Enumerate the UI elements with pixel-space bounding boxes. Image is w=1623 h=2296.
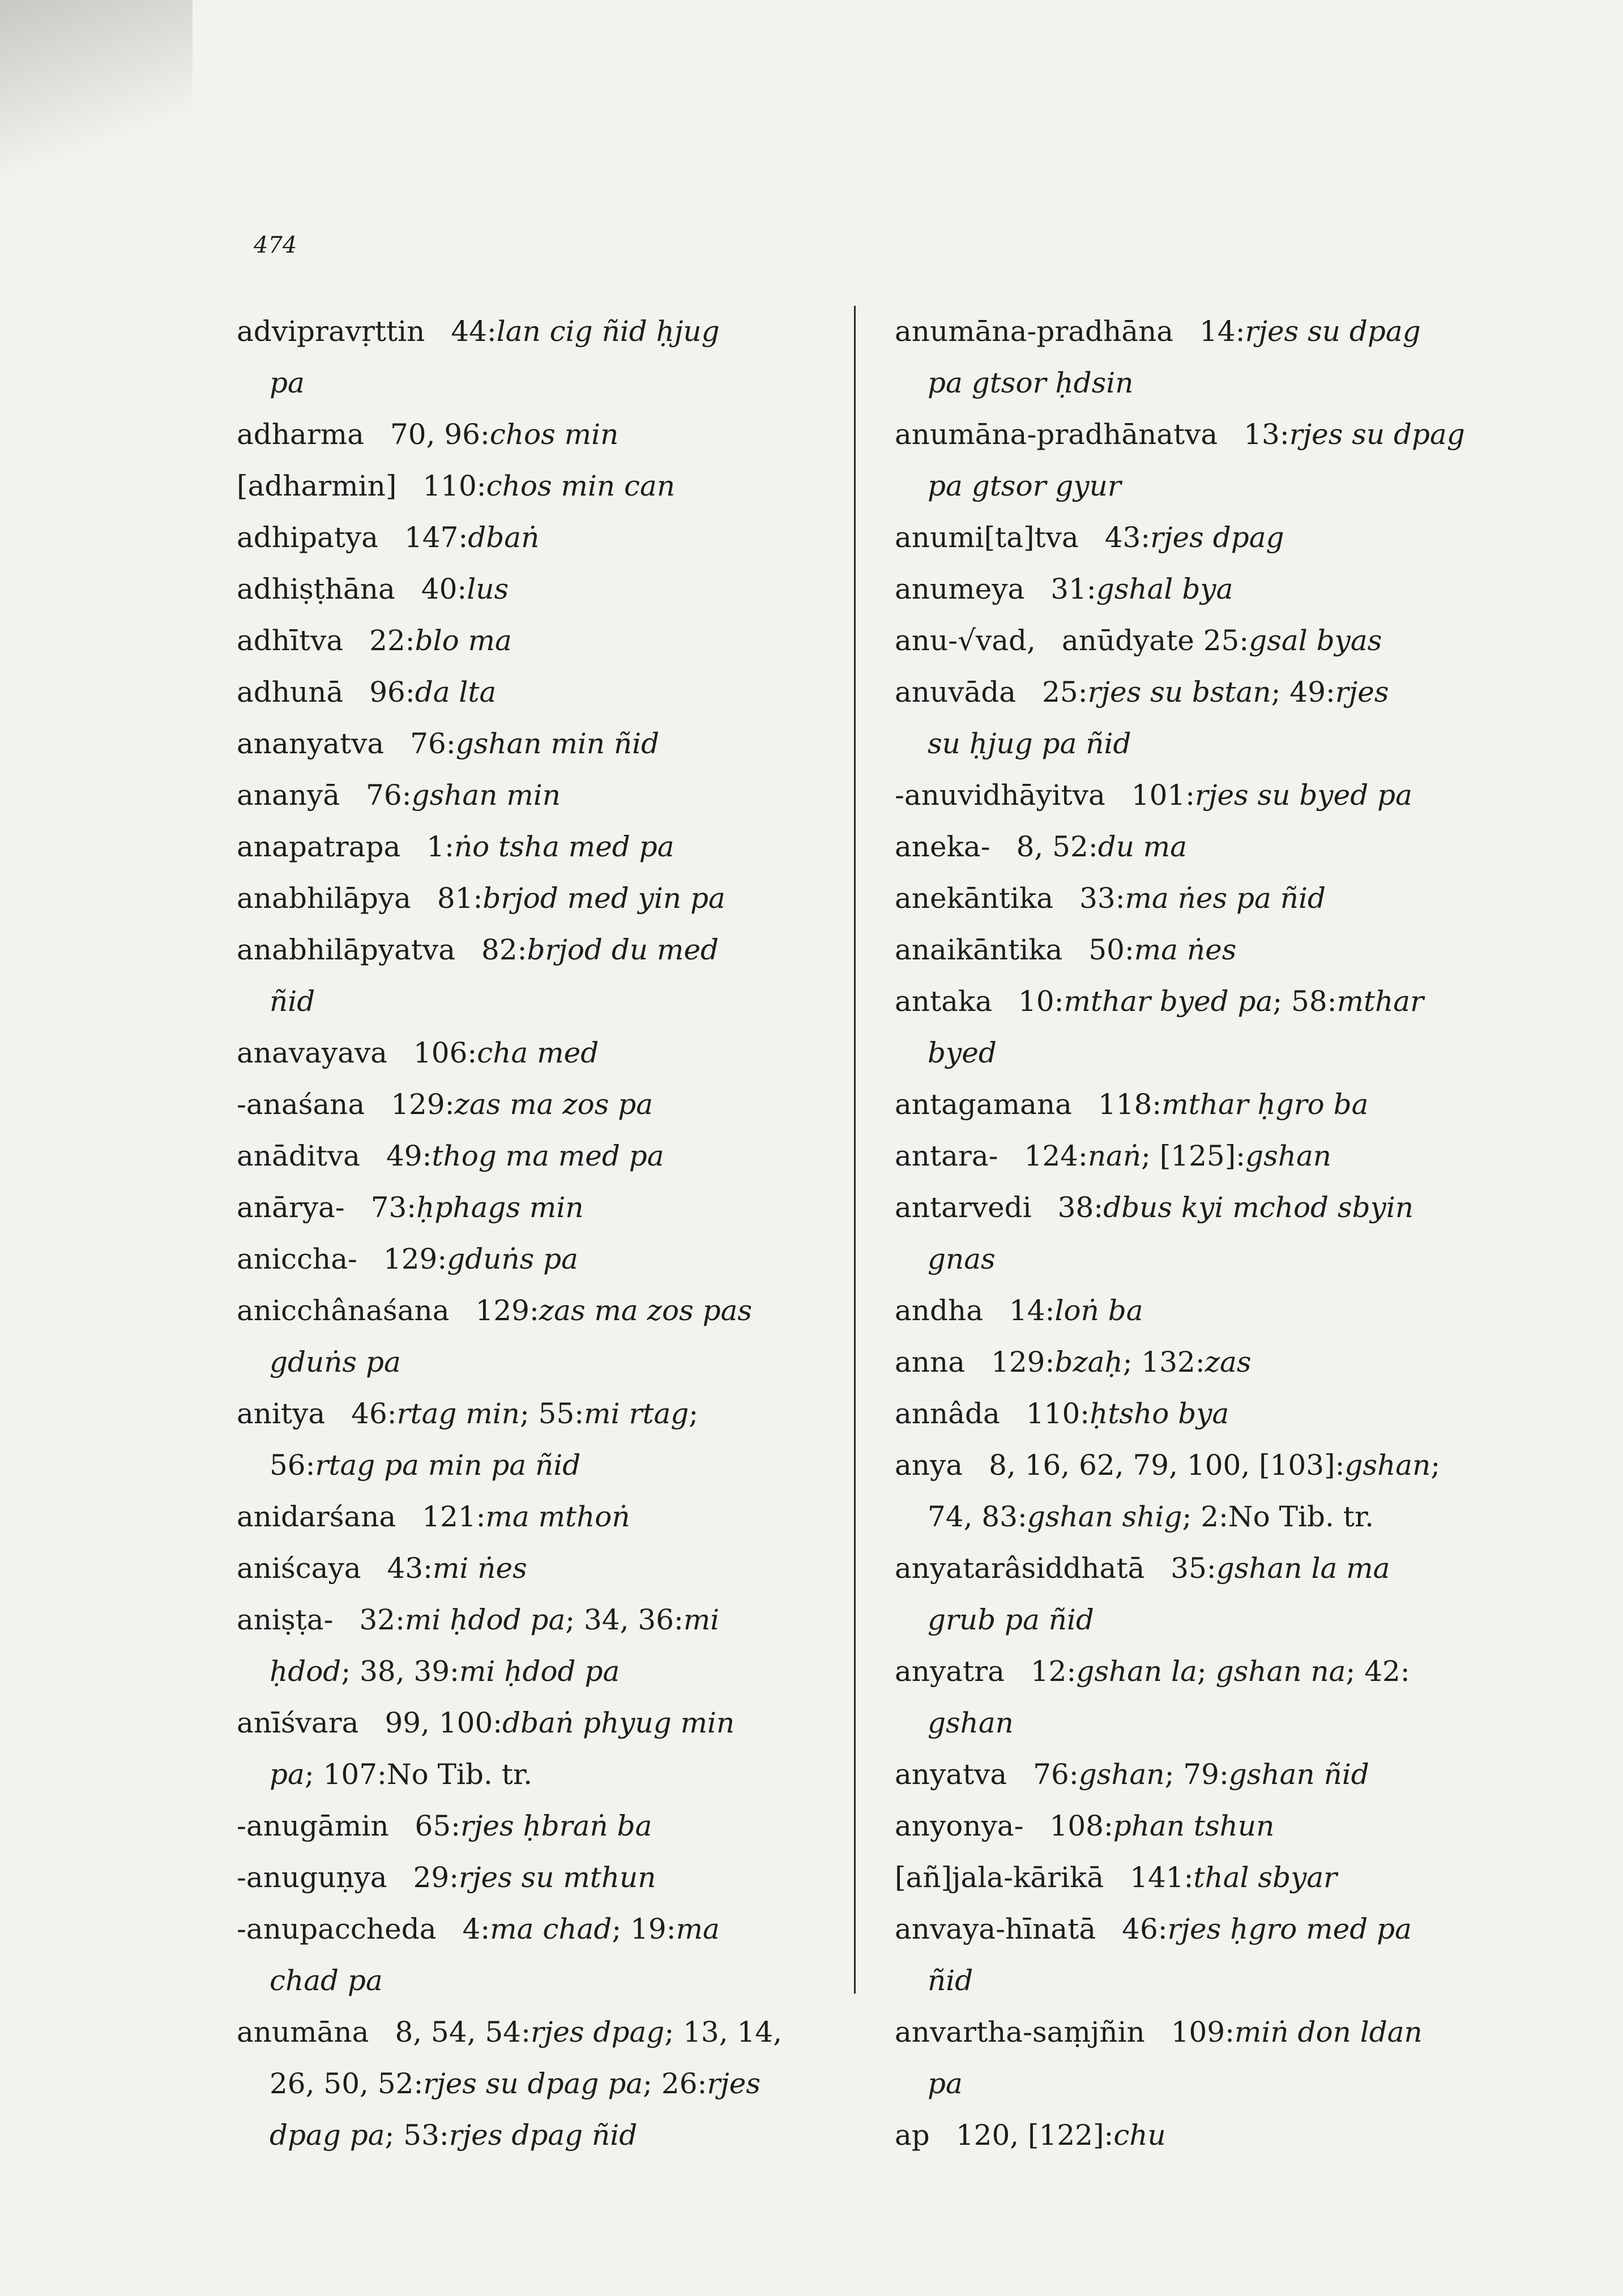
gloss: 35:gshan la ma: [1171, 1552, 1390, 1585]
entry-continuation: [895, 357, 1506, 409]
index-entry: [895, 1440, 1506, 1491]
entry-continuation: [895, 1697, 1506, 1749]
headword: [adharmin]: [237, 470, 397, 502]
headword: aniccha-: [237, 1243, 357, 1275]
headword: anyatarâsiddhatā: [895, 1552, 1145, 1585]
gloss: pa gtsor ḥdsin: [928, 366, 1134, 399]
gloss: 118:mthar ḥgro ba: [1097, 1088, 1369, 1121]
entry-continuation: [895, 460, 1506, 512]
headword: antarvedi: [895, 1191, 1032, 1224]
headword: aniṣṭa-: [237, 1603, 334, 1636]
index-entry: [895, 976, 1506, 1027]
headword: anya: [895, 1449, 963, 1482]
gloss: pa gtsor gyur: [928, 470, 1121, 502]
headword: anabhilāpya: [237, 882, 411, 915]
index-entry: [895, 512, 1506, 564]
index-entry: [237, 1852, 826, 1904]
gloss: 46:rjes ḥgro med pa: [1122, 1913, 1412, 1945]
headword: adhunā: [237, 676, 344, 709]
headword: anāditva: [237, 1140, 360, 1172]
index-entry: [237, 512, 826, 564]
gloss: 4:ma chad; 19:ma: [462, 1913, 720, 1945]
index-entry: [237, 306, 826, 357]
gloss: 106:cha med: [413, 1036, 599, 1069]
index-entry: [237, 1285, 826, 1337]
index-entry: [895, 2110, 1506, 2161]
headword: anvaya-hīnatā: [895, 1913, 1096, 1945]
headword: anārya-: [237, 1191, 345, 1224]
gloss: 40:lus: [421, 573, 509, 605]
index-entry: [237, 460, 826, 512]
gloss: 29:rjes su mthun: [413, 1861, 656, 1894]
index-entry: [237, 821, 826, 873]
gloss: 10:mthar byed pa; 58:mthar: [1018, 985, 1424, 1018]
gloss: chad pa: [270, 1964, 383, 1997]
gloss: 65:rjes ḥbraṅ ba: [415, 1810, 652, 1842]
gloss: 121:ma mthoṅ: [422, 1500, 630, 1533]
gloss: 43:mi ṅes: [387, 1552, 527, 1585]
headword: annâda: [895, 1397, 1000, 1430]
gloss: 46:rtag min; 55:mi rtag;: [351, 1397, 699, 1430]
headword: -anuvidhāyitva: [895, 779, 1105, 812]
gloss: 129:zas ma zos pas: [475, 1294, 753, 1327]
index-entry: [237, 1543, 826, 1594]
headword: advipravṛttin: [237, 315, 425, 348]
gloss: 120, [122]:chu: [955, 2119, 1166, 2152]
entry-continuation: [895, 1955, 1506, 2007]
gloss: 25:rjes su bstan; 49:rjes: [1042, 676, 1389, 709]
gloss: 8, 52:du ma: [1016, 830, 1188, 863]
headword: anapatrapa: [237, 830, 401, 863]
gloss: 43:rjes dpag: [1104, 521, 1284, 554]
gloss: 74, 83:gshan shig; 2:No Tib. tr.: [928, 1500, 1374, 1533]
headword: anvartha-saṃjñin: [895, 2016, 1145, 2049]
index-entry: [237, 1594, 826, 1646]
gloss: 14:loṅ ba: [1009, 1294, 1143, 1327]
index-entry: [895, 564, 1506, 615]
index-entry: [895, 821, 1506, 873]
gloss: 31:gshal bya: [1050, 573, 1233, 605]
gloss: grub pa ñid: [928, 1603, 1094, 1636]
index-entry: [895, 1182, 1506, 1234]
gloss: 70, 96:chos min: [390, 418, 619, 451]
index-entry: [895, 409, 1506, 460]
index-entry: [895, 1800, 1506, 1852]
gloss: anūdyate 25:gsal byas: [1061, 624, 1382, 657]
headword: antagamana: [895, 1088, 1072, 1121]
gloss: su ḥjug pa ñid: [928, 727, 1131, 760]
gloss: 38:dbus kyi mchod sbyin: [1057, 1191, 1414, 1224]
gloss: ḥdod; 38, 39:mi ḥdod pa: [270, 1655, 620, 1688]
index-entry: [237, 615, 826, 667]
gloss: 110:ḥtsho bya: [1026, 1397, 1229, 1430]
index-entry: [237, 1800, 826, 1852]
gloss: 124:naṅ; [125]:gshan: [1024, 1140, 1331, 1172]
entry-continuation: [895, 1234, 1506, 1285]
gloss: 76:gshan; 79:gshan ñid: [1033, 1758, 1369, 1791]
headword: anyatra: [895, 1655, 1005, 1688]
headword: anicchânaśana: [237, 1294, 450, 1327]
headword: anaikāntika: [895, 933, 1063, 966]
gloss: 73:ḥphags min: [370, 1191, 584, 1224]
index-entry: [237, 1027, 826, 1079]
entry-continuation: [237, 1749, 826, 1800]
page-number: 474: [254, 232, 297, 258]
index-entry: [895, 1285, 1506, 1337]
headword: anumi[ta]tva: [895, 521, 1079, 554]
entry-continuation: [237, 2058, 826, 2110]
index-entry: [237, 1697, 826, 1749]
headword: anuvāda: [895, 676, 1016, 709]
gloss: 32:mi ḥdod pa; 34, 36:mi: [359, 1603, 720, 1636]
headword: anavayava: [237, 1036, 387, 1069]
headword: adhītva: [237, 624, 344, 657]
entry-continuation: [895, 718, 1506, 770]
headword: anīśvara: [237, 1706, 359, 1739]
entry-continuation: [237, 1440, 826, 1491]
index-entry: [895, 667, 1506, 718]
headword: andha: [895, 1294, 984, 1327]
headword: anyonya-: [895, 1810, 1024, 1842]
headword: ap: [895, 2119, 930, 2152]
gloss: 141:thal sbyar: [1130, 1861, 1338, 1894]
headword: antaka: [895, 985, 993, 1018]
headword: anidarśana: [237, 1500, 396, 1533]
index-entry: [237, 409, 826, 460]
headword: -anuguṇya: [237, 1861, 387, 1894]
headword: adhiṣṭhāna: [237, 573, 395, 605]
entry-continuation: [895, 1027, 1506, 1079]
index-entry: [895, 306, 1506, 357]
gloss: 26, 50, 52:rjes su dpag pa; 26:rjes: [270, 2067, 761, 2100]
index-entry: [237, 718, 826, 770]
index-entry: [895, 1646, 1506, 1697]
gloss: 50:ma ṅes: [1088, 933, 1237, 966]
gloss: 76:gshan min ñid: [410, 727, 660, 760]
gloss: 81:brjod med yin pa: [437, 882, 725, 915]
entry-continuation: [895, 1594, 1506, 1646]
index-entry: [237, 1182, 826, 1234]
index-entry: [895, 1079, 1506, 1130]
headword: anumāna: [237, 2016, 369, 2049]
gloss: 22:blo ma: [369, 624, 512, 657]
headword: -anugāmin: [237, 1810, 389, 1842]
gloss: 129:gduṅs pa: [383, 1243, 578, 1275]
gloss: 8, 16, 62, 79, 100, [103]:gshan;: [989, 1449, 1441, 1482]
headword: anabhilāpyatva: [237, 933, 456, 966]
gloss: pa: [270, 366, 305, 399]
entry-continuation: [237, 976, 826, 1027]
index-entry: [237, 564, 826, 615]
gloss: 33:ma ṅes pa ñid: [1079, 882, 1326, 915]
gloss: 147:dbaṅ: [404, 521, 540, 554]
index-entry: [237, 1388, 826, 1440]
gloss: 96:da lta: [369, 676, 497, 709]
index-entry: [237, 770, 826, 821]
headword: anna: [895, 1346, 966, 1379]
headword: aniścaya: [237, 1552, 361, 1585]
gloss: 108:phan tshun: [1049, 1810, 1275, 1842]
gloss: pa: [928, 2067, 963, 2100]
entry-continuation: [237, 2110, 826, 2161]
index-entry: [895, 1852, 1506, 1904]
index-entry: [895, 2007, 1506, 2058]
gloss: 99, 100:dbaṅ phyug min: [385, 1706, 735, 1739]
entry-continuation: [895, 2058, 1506, 2110]
headword: anumāna-pradhāna: [895, 315, 1174, 348]
right-column: [895, 306, 1506, 2161]
index-entry: [237, 667, 826, 718]
gloss: 76:gshan min: [366, 779, 561, 812]
gloss: 82:brjod du med: [481, 933, 719, 966]
headword: [añ]jala-kārikā: [895, 1861, 1104, 1894]
entry-continuation: [237, 1955, 826, 2007]
index-entry: [895, 1749, 1506, 1800]
index-entry: [237, 1130, 826, 1182]
gloss: 109:miṅ don ldan: [1171, 2016, 1423, 2049]
index-entry: [237, 1079, 826, 1130]
headword: ananyatva: [237, 727, 385, 760]
gloss: 110:chos min can: [422, 470, 676, 502]
gloss: ñid: [928, 1964, 973, 1997]
entry-continuation: [237, 1646, 826, 1697]
headword: adharma: [237, 418, 364, 451]
entry-continuation: [237, 357, 826, 409]
index-entry: [895, 873, 1506, 924]
gloss: 1:ṅo tsha med pa: [426, 830, 674, 863]
gloss: byed: [928, 1036, 997, 1069]
gloss: 8, 54, 54:rjes dpag; 13, 14,: [395, 2016, 782, 2049]
index-entry: [237, 873, 826, 924]
index-entry: [237, 1234, 826, 1285]
headword: anitya: [237, 1397, 326, 1430]
index-entry: [237, 2007, 826, 2058]
index-entry: [237, 924, 826, 976]
headword: -anaśana: [237, 1088, 365, 1121]
gloss: 129:bzaḥ; 132:zas: [991, 1346, 1252, 1379]
gloss: gduṅs pa: [270, 1346, 401, 1379]
gloss: 14:rjes su dpag: [1199, 315, 1421, 348]
gloss: 101:rjes su byed pa: [1131, 779, 1412, 812]
headword: adhipatya: [237, 521, 378, 554]
gloss: 13:rjes su dpag: [1244, 418, 1465, 451]
headword: anumāna-pradhānatva: [895, 418, 1218, 451]
headword: -anupaccheda: [237, 1913, 437, 1945]
entry-continuation: [895, 1491, 1506, 1543]
left-column: [237, 306, 826, 2161]
gloss: gshan: [928, 1706, 1014, 1739]
headword: ananyā: [237, 779, 340, 812]
headword: anumeya: [895, 573, 1025, 605]
index-entry: [895, 1543, 1506, 1594]
page-scuff: [0, 0, 193, 238]
index-entry: [237, 1491, 826, 1543]
gloss: 56:rtag pa min pa ñid: [270, 1449, 581, 1482]
headword: aneka-: [895, 830, 990, 863]
headword: anu-√vad,: [895, 624, 1036, 657]
gloss: 129:zas ma zos pa: [391, 1088, 654, 1121]
gloss: ñid: [270, 985, 315, 1018]
index-entry: [895, 1388, 1506, 1440]
headword: anyatva: [895, 1758, 1007, 1791]
index-entry: [237, 1904, 826, 1955]
gloss: dpag pa; 53:rjes dpag ñid: [270, 2119, 638, 2152]
gloss: gnas: [928, 1243, 996, 1275]
column-divider: [854, 306, 856, 1994]
index-entry: [895, 1904, 1506, 1955]
headword: antara-: [895, 1140, 998, 1172]
gloss: 12:gshan la; gshan na; 42:: [1030, 1655, 1410, 1688]
gloss: pa; 107:No Tib. tr.: [270, 1758, 533, 1791]
gloss: 49:thog ma med pa: [386, 1140, 664, 1172]
gloss: 44:lan cig ñid ḥjug: [451, 315, 720, 348]
headword: anekāntika: [895, 882, 1054, 915]
index-entry: [895, 615, 1506, 667]
index-entry: [895, 924, 1506, 976]
entry-continuation: [237, 1337, 826, 1388]
index-entry: [895, 1130, 1506, 1182]
index-entry: [895, 770, 1506, 821]
index-entry: [895, 1337, 1506, 1388]
